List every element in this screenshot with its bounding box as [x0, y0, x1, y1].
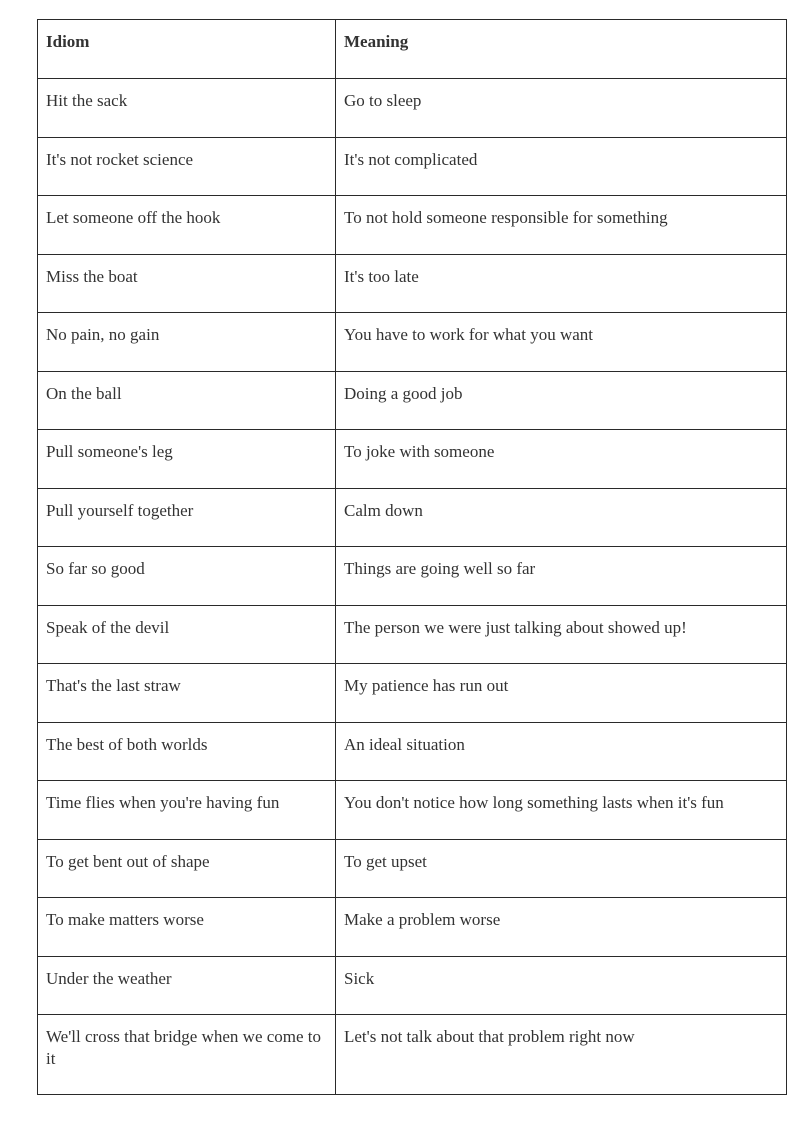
meaning-cell: Things are going well so far	[336, 547, 787, 606]
idiom-cell: Under the weather	[38, 956, 336, 1015]
table-row	[38, 488, 787, 547]
meaning-cell: My patience has run out	[336, 664, 787, 723]
meaning-cell: Doing a good job	[336, 371, 787, 430]
table-row	[38, 79, 787, 138]
table-row	[38, 371, 787, 430]
table-row	[38, 605, 787, 664]
idiom-cell: To make matters worse	[38, 898, 336, 957]
table-row	[38, 196, 787, 255]
idiom-cell: That's the last straw	[38, 664, 336, 723]
idiom-table	[37, 19, 787, 1095]
idiom-cell: Miss the boat	[38, 254, 336, 313]
idiom-cell: So far so good	[38, 547, 336, 606]
table-row	[38, 664, 787, 723]
idiom-cell: Pull yourself together	[38, 488, 336, 547]
meaning-cell: It's not complicated	[336, 137, 787, 196]
meaning-cell: Calm down	[336, 488, 787, 547]
table-row	[38, 898, 787, 957]
table-row	[38, 722, 787, 781]
meaning-cell: Sick	[336, 956, 787, 1015]
idiom-cell: Speak of the devil	[38, 605, 336, 664]
table-row	[38, 137, 787, 196]
table-row	[38, 313, 787, 372]
meaning-cell: You have to work for what you want	[336, 313, 787, 372]
idiom-cell: Time flies when you're having fun	[38, 781, 336, 840]
meaning-cell: An ideal situation	[336, 722, 787, 781]
idiom-cell: The best of both worlds	[38, 722, 336, 781]
header-meaning: Meaning	[336, 20, 787, 79]
idiom-cell: Let someone off the hook	[38, 196, 336, 255]
header-idiom: Idiom	[38, 20, 336, 79]
table-row	[38, 430, 787, 489]
idiom-cell: Pull someone's leg	[38, 430, 336, 489]
meaning-cell: It's too late	[336, 254, 787, 313]
idiom-cell: It's not rocket science	[38, 137, 336, 196]
idiom-cell: Hit the sack	[38, 79, 336, 138]
idiom-cell: On the ball	[38, 371, 336, 430]
table-row	[38, 839, 787, 898]
meaning-cell: Go to sleep	[336, 79, 787, 138]
table-header-row	[38, 20, 787, 79]
table-row	[38, 956, 787, 1015]
idiom-cell: To get bent out of shape	[38, 839, 336, 898]
table-row	[38, 1015, 787, 1095]
table-row	[38, 781, 787, 840]
meaning-cell: You don't notice how long something lasts when it's fun	[336, 781, 787, 840]
table-row	[38, 254, 787, 313]
table-body	[38, 79, 787, 1095]
meaning-cell: The person we were just talking about showed up!	[336, 605, 787, 664]
meaning-cell: Let's not talk about that problem right now	[336, 1015, 787, 1095]
meaning-cell: To not hold someone responsible for something	[336, 196, 787, 255]
idiom-cell: We'll cross that bridge when we come to it	[38, 1015, 336, 1095]
meaning-cell: To joke with someone	[336, 430, 787, 489]
idiom-cell: No pain, no gain	[38, 313, 336, 372]
table-row	[38, 547, 787, 606]
meaning-cell: Make a problem worse	[336, 898, 787, 957]
meaning-cell: To get upset	[336, 839, 787, 898]
